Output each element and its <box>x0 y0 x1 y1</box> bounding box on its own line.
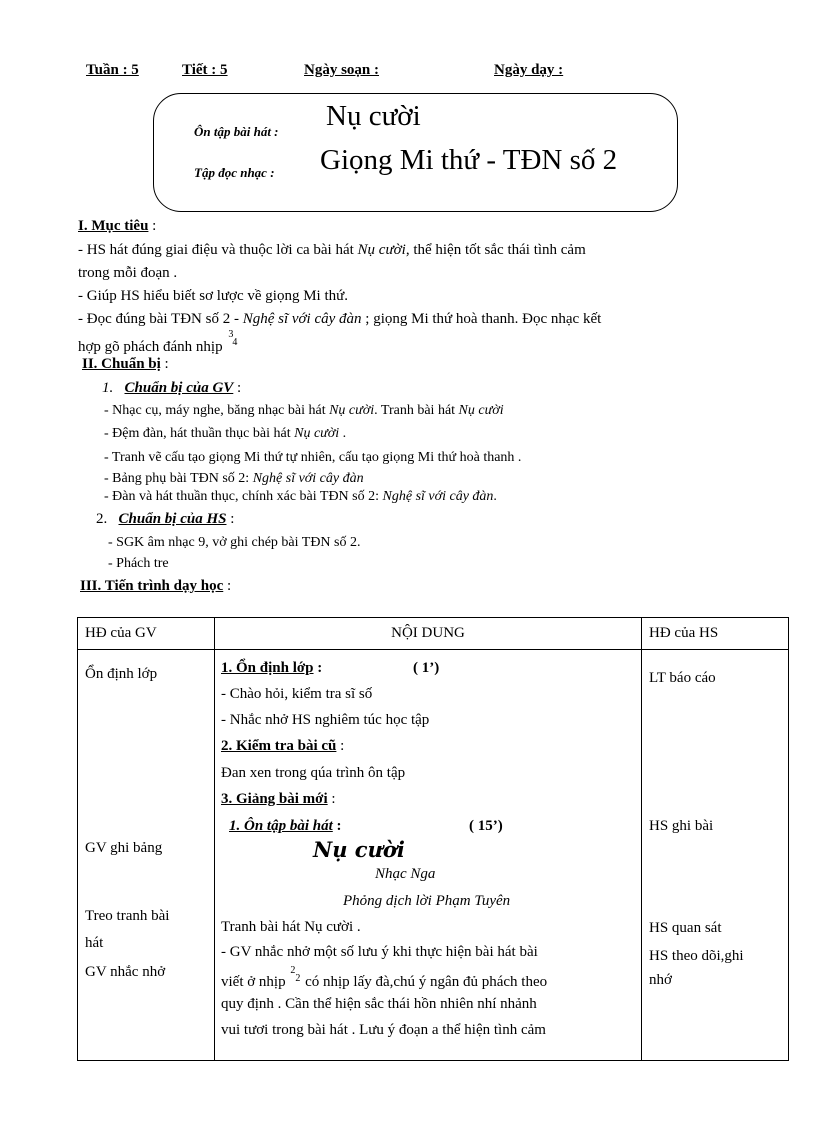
content-time-signature-top: 2 <box>290 965 296 976</box>
period-label: Tiết : 5 <box>182 62 228 78</box>
content-line-note-2: viết ở nhịp 2 2 có nhịp lấy đà,chú ý ngân đủ phách theo <box>221 965 548 990</box>
section-preparation-heading: II. Chuẩn bị : <box>82 356 169 372</box>
section-objectives-heading: I. Mục tiêu : <box>78 218 157 234</box>
teach-date-label: Ngày dạy : <box>494 62 564 78</box>
hs-activity-5: nhớ <box>649 972 672 988</box>
time-signature-top: 3 <box>228 329 234 340</box>
song-title: Nụ cười <box>326 100 421 132</box>
objective-line-4: - Đọc đúng bài TĐN số 2 - Nghệ sĩ với cây đàn ; giọng Mi thứ hoà thanh. Đọc nhạc kết <box>78 311 602 327</box>
teacher-prep-item-2: - Đệm đàn, hát thuần thục bài hát Nụ cười . <box>104 426 347 441</box>
hs-activity-1: LT báo cáo <box>649 670 716 686</box>
content-column <box>215 650 642 1061</box>
hs-activity-3: HS quan sát <box>649 920 722 936</box>
objective-line-2: trong mỗi đoạn . <box>78 265 178 281</box>
content-line-reminder: - Nhắc nhở HS nghiêm túc học tập <box>221 712 430 728</box>
teacher-prep-item-5: - Đàn và hát thuần thục, chính xác bài TĐN số 2: Nghệ sĩ với cây đàn. <box>104 489 497 504</box>
content-lyricist: Phỏng dịch lời Phạm Tuyên <box>343 893 511 909</box>
time-signature-bottom: 4 <box>232 337 238 348</box>
content-line-note-3: quy định . Cần thể hiện sắc thái hồn nhiên nhí nhảnh <box>221 996 537 1012</box>
content-line-note-4: vui tươi trong bài hát . Lưu ý đoạn a thể hiện tình cảm <box>221 1022 546 1038</box>
gv-activity-3: Treo tranh bài <box>85 908 170 924</box>
student-prep-item-1: - SGK âm nhạc 9, vở ghi chép bài TĐN số 2. <box>108 535 361 550</box>
content-old-lesson-heading: 2. Kiểm tra bài cũ : <box>221 738 345 754</box>
gv-activity-2: GV ghi bảng <box>85 840 163 856</box>
section-process-heading: III. Tiến trình dạy học : <box>80 578 232 594</box>
review-song-label: Ôn tập bài hát : <box>194 124 279 139</box>
objective-line-3: - Giúp HS hiểu biết sơ lược về giọng Mi thứ. <box>78 288 349 304</box>
teacher-activity-column <box>78 650 215 1061</box>
header-student-activity: HĐ của HS <box>642 618 789 650</box>
objective-line-5: hợp gõ phách đánh nhịp 3 4 <box>78 329 238 355</box>
content-composer: Nhạc Nga <box>375 866 436 882</box>
hs-activity-2: HS ghi bài <box>649 818 714 834</box>
student-activity-column <box>642 650 789 1061</box>
gv-activity-5: GV nhắc nhở <box>85 964 166 980</box>
prep-date-label: Ngày soạn : <box>304 62 380 78</box>
teacher-prep-item-4: - Bảng phụ bài TĐN số 2: Nghệ sĩ với cây đàn <box>104 471 364 486</box>
header-content: NỘI DUNG <box>215 618 642 650</box>
teacher-prep-item-1: - Nhạc cụ, máy nghe, băng nhạc bài hát Nụ cười. Tranh bài hát Nụ cười <box>104 403 504 418</box>
gv-activity-4: hát <box>85 935 104 951</box>
objective-line-1: - HS hát đúng giai điệu và thuộc lời ca bài hát Nụ cười, thể hiện tốt sắc thái tình cảm <box>78 242 586 258</box>
content-line-greeting: - Chào hỏi, kiểm tra sĩ số <box>221 686 373 702</box>
sight-reading-title: Giọng Mi thứ - TĐN số 2 <box>320 144 618 176</box>
content-song-review-heading: 1. Ôn tập bài hát : <box>229 818 342 834</box>
content-song-review-time: ( 15’) <box>469 818 503 834</box>
teacher-prep-heading: 1. Chuẩn bị của GV : <box>102 380 242 396</box>
content-new-lesson-heading: 3. Giảng bài mới : <box>221 791 336 807</box>
week-label: Tuần : 5 <box>86 62 139 78</box>
content-line-interleave: Đan xen trong qúa trình ôn tập <box>221 765 406 781</box>
teacher-prep-item-3: - Tranh vẽ cấu tạo giọng Mi thứ tự nhiên, cấu tạo giọng Mi thứ hoà thanh . <box>104 450 522 465</box>
sight-reading-label: Tập đọc nhạc : <box>194 165 275 180</box>
content-stability-time: ( 1’) <box>413 660 440 676</box>
student-prep-heading: 2. Chuẩn bị của HS : <box>96 511 235 527</box>
content-line-note-1: - GV nhắc nhở một số lưu ý khi thực hiện bài hát bài <box>221 944 538 960</box>
header-teacher-activity: HĐ của GV <box>78 618 215 650</box>
student-prep-item-2: - Phách tre <box>108 556 169 571</box>
hs-activity-4: HS theo dõi,ghi <box>649 948 744 964</box>
content-stability-heading: 1. Ổn định lớp : <box>221 660 323 676</box>
content-line-picture: Tranh bài hát Nụ cười . <box>221 919 361 935</box>
content-time-signature-bottom: 2 <box>295 973 301 984</box>
content-song-title: Nụ cười <box>313 837 405 862</box>
gv-activity-1: Ổn định lớp <box>85 666 158 682</box>
lesson-table <box>77 617 789 1061</box>
